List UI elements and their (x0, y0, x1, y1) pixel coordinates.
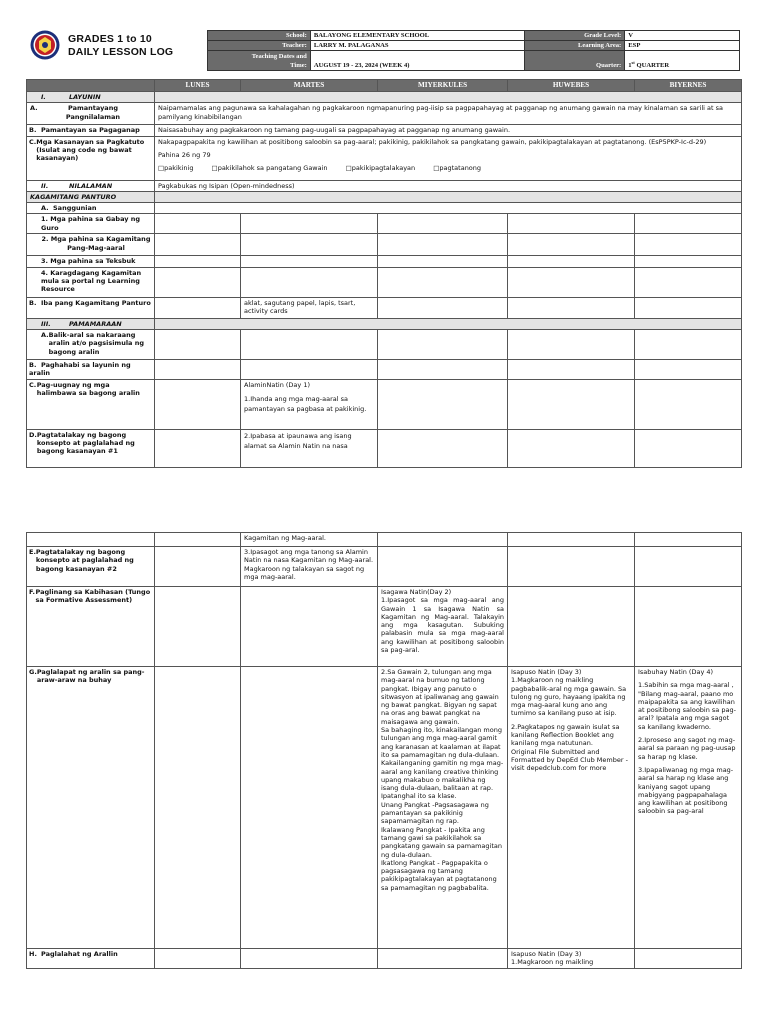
row-pamamaraan (27, 318, 742, 329)
cell (241, 256, 378, 267)
row-kagamitang-pang-mag-aaral (27, 234, 742, 256)
day-header-biyernes: BIYERNES (635, 80, 742, 92)
quarter-suffix: st (631, 59, 635, 65)
teaching-dates-label-line-2: Time: (290, 61, 307, 69)
cell (241, 360, 378, 380)
document-title (68, 33, 173, 58)
day-header-lunes: LUNES (155, 80, 241, 92)
row-gabay-ng-guro (27, 214, 742, 234)
cell (508, 297, 635, 318)
cell (635, 533, 742, 547)
isabuhay-natin-step-3: 3.Ipapaliwanag ng mga mag-aaral sa harap ng klase ang kaniyang sagot upang mabigyang pagpapahalaga ang kawilihan at positibong saloobin sa pag-aral (638, 765, 734, 816)
nilalaman-num: II. (41, 181, 49, 190)
quarter-text: QUARTER (634, 62, 670, 69)
isapuso-natin-step-1: 1.Magkaroon ng maikling pagbabalik-aral ng mga gawain. Sa tulong ng guro, hayaang ipakita ng mga mag-aaral kung ano ang tumimo sa kanilang puso at isip. (511, 676, 627, 718)
layunin-label (27, 92, 155, 103)
title-line-1: GRADES 1 to 10 (68, 33, 152, 45)
cell (27, 533, 155, 547)
mga-kasanayan-text: Mga Kasanayan sa Pagkatuto (Isulat ang code ng bawat kasanayan) (36, 137, 145, 163)
cell (378, 214, 508, 234)
cell (241, 214, 378, 234)
gawain-2-ikatlong-pangkat: Ikatlong Pangkat - Pagpapakita o pagsasagawa ng tamang pakikipagtalakayan at pagtatanong sa pamamagitan ng pagbabalita. (381, 858, 497, 892)
pag-uugnay-num: C. (29, 380, 37, 389)
row-karagdagang-kagamitan (27, 267, 742, 297)
cell (635, 330, 742, 360)
paglinang-miyerkules (378, 587, 508, 667)
check-pakikinig: □pakikinig (158, 164, 194, 173)
learning-area-value: ESP (625, 41, 740, 51)
pamantayang-pangnilalaman-content: Naipamamalas ang pagunawa sa kahalagahan ng pagkakaroon ngmapanuring pag-iisip sa pagpapahayag at pagganap ng anumang gawain na may kinalaman sa sarili at sa pamilyang kinabibilangan (155, 103, 742, 125)
row-pagtatalakay-2 (27, 547, 742, 587)
row-pamantayan-sa-pagaganap (27, 125, 742, 136)
check-pagtatanong: □pagtatanong (433, 164, 482, 173)
paglalapat-text: Paglalapat ng aralin sa pang-araw-araw na buhay (36, 668, 145, 685)
mga-kasanayan-num: C. (29, 137, 37, 146)
cell (508, 587, 635, 667)
day-header-miyerkules: MIYERKULES (378, 80, 508, 92)
day-header-blank (27, 80, 155, 92)
cell (635, 234, 742, 256)
cell (508, 533, 635, 547)
paglalapat-num: G. (29, 668, 37, 676)
paglalahat-huwebes (508, 949, 635, 969)
cell (155, 214, 241, 234)
row-mga-kasanayan (27, 136, 742, 180)
mga-kasanayan-competency: Nakapagpapakita ng kawilihan at positibong saloobin sa pag-aaral; pakikinig, pakikilahok sa pangkatang gawain, pakikipagtalakayan at pagtatanong. (EsP5PKP-Ic-d-29) (158, 137, 707, 146)
pagtatalakay-1-num: D. (29, 430, 37, 439)
row-paglalapat (27, 667, 742, 949)
pag-uugnay-label (27, 379, 155, 429)
cell (241, 267, 378, 297)
row-balik-aral (27, 330, 742, 360)
paghahabi-text: Paghahabi sa layunin ng aralin (29, 361, 131, 378)
cell (155, 256, 241, 267)
teaching-dates-value: AUGUST 19 - 23, 2024 (WEEK 4) (310, 51, 525, 71)
isabuhay-natin-step-2: 2.Iproseso ang sagot ng mag-aaral sa paraan ng pag-uusap sa harap ng klase. (638, 736, 736, 761)
cell (155, 234, 241, 256)
pamamaraan-text: PAMAMARAAN (69, 319, 122, 328)
check-pakikinig-text: pakikinig (164, 164, 194, 173)
school-label: School: (208, 31, 311, 41)
row-iba-pang-kagamitan (27, 297, 742, 318)
cell (155, 949, 241, 969)
check-pakikilahok: □pakikilahok sa pangatang Gawain (211, 164, 328, 173)
balik-aral-text: Balik-aral sa nakaraang aralin at/o pagsisimula ng bagong aralin (48, 331, 144, 356)
check-pagtatanong-text: pagtatanong (439, 164, 482, 173)
cell (508, 360, 635, 380)
cell (635, 214, 742, 234)
mga-kasanayan-checklist (158, 164, 738, 172)
gawain-2-instructions: 2.Sa Gawain 2, tulungan ang mga mag-aaral na bumuo ng tatlong pangkat. Ibigay ang panuto o sitwasyon at ipaliwanag ang gawain ng bawat pangkat. Bigyan ng sapat na oras ang bawat pangkat na maisagawa ang gawain. (381, 668, 499, 726)
gabay-ng-guro-label: 1. Mga pahina sa Gabay ng Guro (27, 214, 155, 234)
pagtatalakay-1-text: Pagtatalakay ng bagong konsepto at paglalahad ng bagong kasanayan #1 (36, 430, 135, 456)
pagtatalakay-2-martes: 3.Ipasagot ang mga tanong sa Alamin Natin na nasa Kagamitan ng Mag-aaral. Magkaroon ng talakayan sa sagot ng mga mag-aaral. (241, 547, 378, 587)
paglalahat-isapuso-title: Isapuso Natin (Day 3) (511, 950, 582, 958)
kagamitang-panturo-label: KAGAMITANG PANTURO (27, 191, 155, 202)
paghahabi-label (27, 360, 155, 380)
cell (155, 533, 241, 547)
row-pag-uugnay (27, 379, 742, 429)
pagtatalakay-2-text: Pagtatalakay ng bagong konsepto at paglalahad ng bagong kasanayan #2 (35, 548, 134, 573)
pag-uugnay-martes (241, 379, 378, 429)
mga-kasanayan-pages: Pahina 26 ng 79 (158, 150, 211, 159)
pagtatalakay-2-num: E. (29, 548, 36, 556)
pamantayan-pagaganap-num: B. (29, 126, 37, 135)
pagtatalakay-1-label (27, 429, 155, 467)
lesson-log-table-page-2 (26, 532, 742, 969)
quarter-value (625, 51, 740, 71)
mga-kasanayan-label (27, 136, 155, 180)
karagdagang-kagamitan-label: 4. Karagdagang Kagamitan mula sa portal ng Learning Resource (27, 267, 155, 297)
cell (635, 547, 742, 587)
cell (378, 379, 508, 429)
layunin-num: I. (41, 93, 46, 101)
row-nilalaman (27, 180, 742, 191)
cell (508, 234, 635, 256)
pagtatalakay-2-label (27, 547, 155, 587)
grade-level-label: Grade Level: (525, 31, 625, 41)
iba-pang-kagamitan-text: Iba pang Kagamitang Panturo (41, 298, 151, 307)
paglalahat-label (27, 949, 155, 969)
pag-uugnay-text: Pag-uugnay ng mga halimbawa sa bagong aralin (36, 380, 140, 397)
depedclub-credit: Original File Submitted and Formatted by DepEd Club Member - visit depedclub.com for more (511, 747, 628, 773)
isagawa-natin-step-1: 1.Ipasagot sa mga mag-aaral ang Gawain 1 sa Isagawa Natin sa Kagamitan ng Mag-aaral. Talakayin ang mga kasagutan. Subuking palabasin mula sa mga mag-aaral ang kawilihan at positibong saloobin sa pag-aral. (381, 596, 504, 655)
cell (241, 330, 378, 360)
pamantayan-pagaganap-label (27, 125, 155, 136)
cell (155, 429, 241, 467)
day-header-martes: MARTES (241, 80, 378, 92)
cell (378, 267, 508, 297)
cell (155, 360, 241, 380)
teacher-value: LARRY M. PALAGANAS (310, 41, 525, 51)
kagamitang-pang-mag-aaral-label: 2. Mga pahina sa Kagamitang Pang-Mag-aaral (27, 234, 155, 256)
teacher-label: Teacher: (208, 41, 311, 51)
isagawa-natin-title: Isagawa Natin(Day 2) (381, 588, 452, 596)
paglinang-label (27, 587, 155, 667)
kagamitang-panturo-content (155, 191, 742, 202)
iba-pang-kagamitan-martes: aklat, sagutang papel, lapis, tsart, activity cards (241, 297, 378, 318)
cell (155, 587, 241, 667)
cell (155, 330, 241, 360)
cell (378, 949, 508, 969)
iba-pang-kagamitan-label (27, 297, 155, 318)
gawain-2-unang-pangkat: Unang Pangkat -Pagsasagawa ng pamantayan sa pakikinig sapamamagitan ng rap. (381, 800, 489, 826)
row-pagtatalakay-1 (27, 429, 742, 467)
gawain-2-dula-dulaan: Sa bahaging ito, kinakailangan mong tulungan ang mga mag-aaral gamit ang karanasan at kaalaman at ilapat ito sa pamamagitan ng dula-dulaan. Kakailanganing gamitin ng mga mag-aaral ang kanilang creative thinking upang makabuo o makalikha ng isang dula-dulaan, balitaan at rap. Ipatanghal ito sa klase. (381, 726, 504, 801)
paglinang-text: Paglinang sa Kabihasan (Tungo sa Formative Assessment) (35, 588, 151, 605)
teaching-dates-label (208, 51, 311, 71)
paglalahat-num: H. (29, 950, 37, 958)
row-continuation (27, 533, 742, 547)
isabuhay-natin-title: Isabuhay Natin (Day 4) (638, 668, 714, 676)
sanggunian-num: A. (41, 204, 49, 213)
pamamaraan-label (27, 318, 155, 329)
teksbuk-label: 3. Mga pahina sa Teksbuk (27, 256, 155, 267)
paglalapat-miyerkules (378, 667, 508, 949)
cell (635, 379, 742, 429)
alamin-natin-step-1: 1.Ihanda ang mga mag-aaral sa pamantayan sa pagbasa at pakikinig. (244, 394, 367, 414)
cell (241, 667, 378, 949)
nilalaman-content: Pagkabukas ng Isipan (Open-mindedness) (155, 180, 742, 191)
nilalaman-text: NILALAMAN (69, 181, 113, 190)
cell (378, 360, 508, 380)
pamamaraan-content (155, 318, 742, 329)
continuation-martes: Kagamitan ng Mag-aaral. (241, 533, 378, 547)
row-pamantayang-pangnilalaman (27, 103, 742, 125)
nilalaman-label (27, 180, 155, 191)
check-pakikipagtalakayan-text: pakikipagtalakayan (351, 164, 416, 173)
quarter-number: 1 (628, 62, 632, 69)
cell (378, 429, 508, 467)
layunin-text: LAYUNIN (69, 93, 101, 101)
cell (155, 547, 241, 587)
lesson-log-table-page-1 (26, 79, 742, 468)
cell (155, 297, 241, 318)
cell (155, 667, 241, 949)
row-sanggunian (27, 203, 742, 214)
pamantayan-pagaganap-text: Pamantayan sa Pagaganap (41, 126, 140, 135)
quarter-label: Quarter: (525, 51, 625, 71)
title-line-2: DAILY LESSON LOG (68, 45, 174, 58)
cell (241, 949, 378, 969)
cell (635, 297, 742, 318)
cell (378, 547, 508, 587)
school-value: BALAYONG ELEMENTARY SCHOOL (310, 31, 525, 41)
cell (635, 949, 742, 969)
row-paglalahat (27, 949, 742, 969)
row-kagamitang-panturo (27, 191, 742, 202)
paglalapat-label (27, 667, 155, 949)
check-pakikilahok-text: pakikilahok sa pangatang Gawain (217, 164, 328, 173)
pamantayang-pangnilalaman-text: Pamantayang Pangnilalaman (65, 104, 121, 121)
cell (508, 267, 635, 297)
day-header-huwebes: HUWEBES (508, 80, 635, 92)
cell (508, 547, 635, 587)
cell (508, 330, 635, 360)
cell (378, 234, 508, 256)
balik-aral-label (27, 330, 155, 360)
isabuhay-natin-step-1: 1.Sabihin sa mga mag-aaral , "Bilang mag-aaral, paano mo maipapakita sa ang kawilihan at positibong saloobin sa pag-aral? Ipatala ang mga sagot sa kanilang kwaderno. (638, 681, 736, 731)
layunin-content (155, 92, 742, 103)
paglinang-num: F. (29, 588, 35, 596)
grade-level-value: V (625, 31, 740, 41)
cell (635, 256, 742, 267)
isapuso-natin-step-2: 2.Pagkatapos ng gawain isulat sa kanilang Reflection Booklet ang kanilang mga natutunan. (511, 722, 620, 748)
header-info-table (207, 30, 740, 71)
paglalahat-text: Paglalahat ng Arallin (41, 950, 118, 958)
balik-aral-num: A. (41, 331, 49, 340)
cell (241, 234, 378, 256)
cell (155, 379, 241, 429)
pagtatalakay-1-martes: 2.Ipabasa at ipaunawa ang isang alamat sa Alamin Natin na nasa (241, 429, 378, 467)
row-layunin (27, 92, 742, 103)
cell (378, 533, 508, 547)
cell (155, 267, 241, 297)
gawain-2-ikalawang-pangkat: Ikalawang Pangkat - Ipakita ang tamang gawi sa pakikilahok sa pangkatang gawain sa pamamagitan ng dula-dulaan. (381, 825, 502, 859)
pamantayang-pangnilalaman-num: A. (30, 104, 38, 113)
row-teksbuk (27, 256, 742, 267)
cell (508, 256, 635, 267)
cell (508, 379, 635, 429)
paglalapat-biyernes (635, 667, 742, 949)
sanggunian-content (155, 203, 742, 214)
cell (378, 256, 508, 267)
check-pakikipagtalakayan: □pakikipagtalakayan (345, 164, 416, 173)
iba-pang-kagamitan-num: B. (29, 298, 37, 307)
cell (378, 330, 508, 360)
day-header-row (27, 80, 742, 92)
paglalapat-huwebes (508, 667, 635, 949)
pamantayan-pagaganap-content: Naisasabuhay ang pagkakaroon ng tamang pag-uugali sa pagpapahayag at pagganap ng anumang gawain. (155, 125, 742, 136)
row-paglinang (27, 587, 742, 667)
paglalahat-isapuso-step-1: 1.Magkaroon ng maikling (511, 958, 594, 967)
pamamaraan-num: III. (41, 319, 51, 328)
cell (635, 267, 742, 297)
learning-area-label: Learning Area: (525, 41, 625, 51)
cell (378, 297, 508, 318)
deped-seal-icon (30, 30, 60, 60)
alamin-natin-title: AlaminNatin (Day 1) (244, 380, 310, 389)
cell (508, 429, 635, 467)
sanggunian-text: Sanggunian (53, 204, 97, 213)
cell (508, 214, 635, 234)
teaching-dates-label-line-1: Teaching Dates and (251, 52, 307, 60)
cell (635, 360, 742, 380)
paghahabi-num: B. (29, 361, 37, 370)
cell (635, 587, 742, 667)
mga-kasanayan-content (155, 136, 742, 180)
cell (635, 429, 742, 467)
isapuso-natin-title: Isapuso Natin (Day 3) (511, 668, 582, 676)
pamantayang-pangnilalaman-label (27, 103, 155, 125)
sanggunian-label (27, 203, 155, 214)
row-paghahabi (27, 360, 742, 380)
cell (241, 587, 378, 667)
